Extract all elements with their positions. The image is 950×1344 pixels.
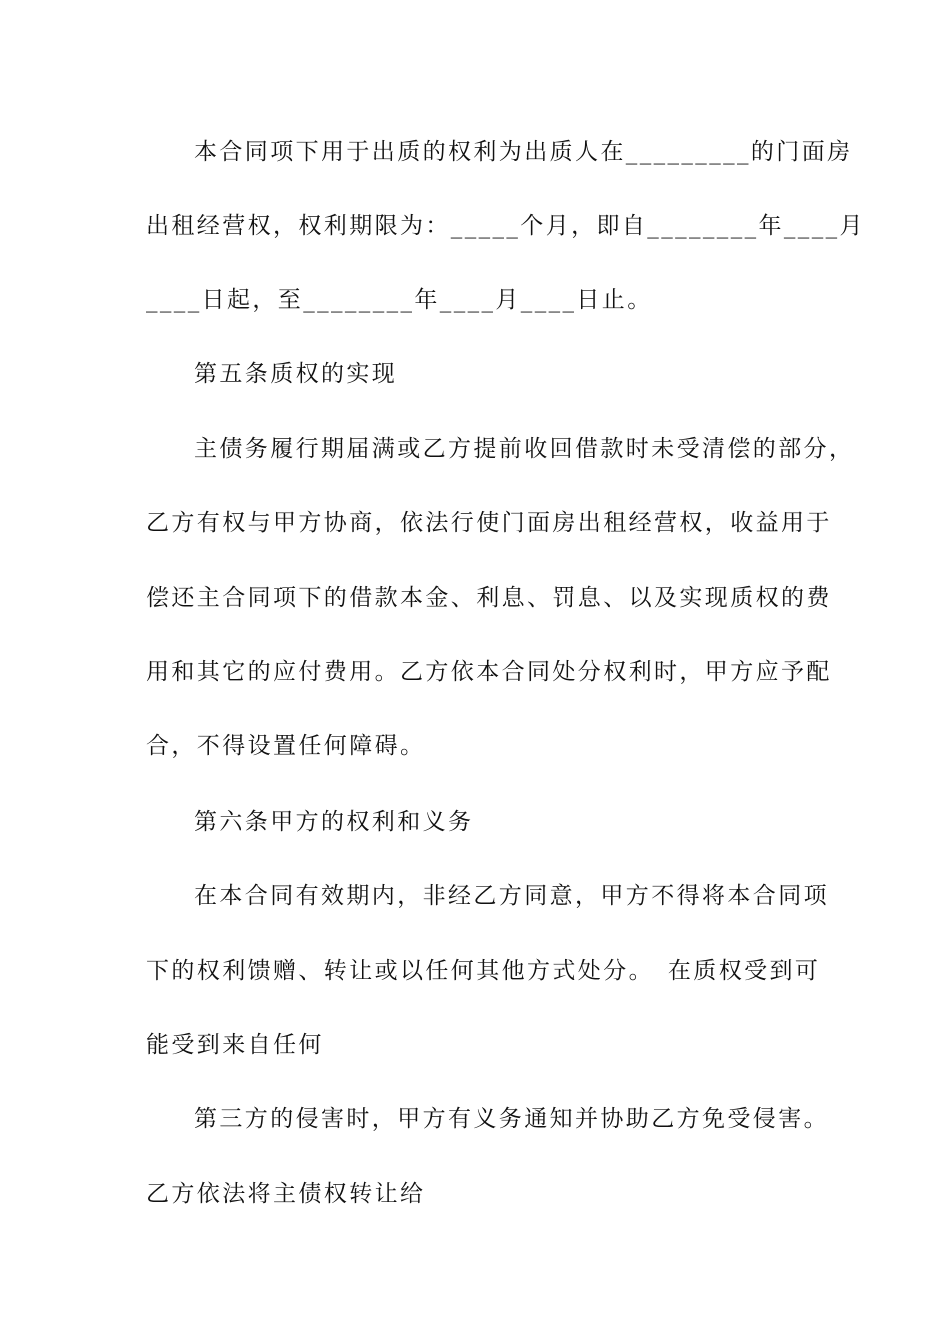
paragraph-line: ____日起，至________年____月____日止。 [146,287,653,313]
paragraph-line: 乙方有权与甲方协商，依法行使门面房出租经营权，收益用于 [146,510,832,536]
paragraph-line: 偿还主合同项下的借款本金、利息、罚息、以及实现质权的费 [146,585,832,611]
section-heading: 第六条甲方的权利和义务 [194,809,474,835]
paragraph-line: 主债务履行期届满或乙方提前收回借款时未受清偿的部分， [194,436,855,462]
paragraph-line: 能受到来自任何 [146,1032,324,1058]
paragraph-line: 下的权利馈赠、转让或以任何其他方式处分。 在质权受到可 [146,958,821,984]
section-heading: 第五条质权的实现 [194,361,398,387]
paragraph-line: 在本合同有效期内，非经乙方同意，甲方不得将本合同项 [194,883,829,909]
paragraph-line: 出租经营权，权利期限为：_____个月，即自________年____月 [146,213,865,239]
paragraph-line: 乙方依法将主债权转让给 [146,1181,426,1207]
paragraph-line: 第三方的侵害时，甲方有义务通知并协助乙方免受侵害。 [194,1106,829,1132]
paragraph-line: 本合同项下用于出质的权利为出质人在_________的门面房 [194,139,853,165]
paragraph-line: 合，不得设置任何障碍。 [146,733,426,759]
paragraph-line: 用和其它的应付费用。乙方依本合同处分权利时，甲方应予配 [146,659,832,685]
